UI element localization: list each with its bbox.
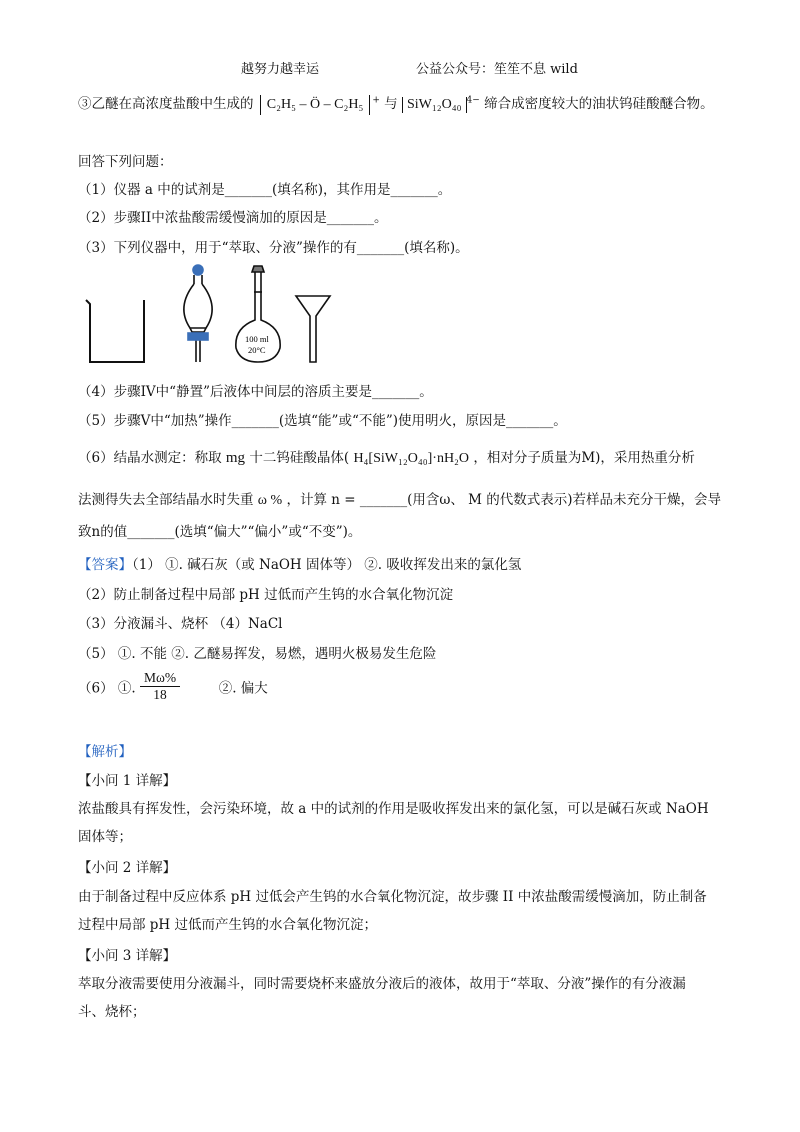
analysis-sub-1: 【小问 1 详解】 bbox=[78, 773, 177, 789]
separatory-funnel-icon bbox=[184, 265, 212, 362]
q6-mass: mg bbox=[225, 450, 246, 466]
analysis-sub-2: 【小问 2 详解】 bbox=[78, 860, 177, 876]
analysis-tag: 【解析】 bbox=[78, 744, 132, 760]
note-3 bbox=[78, 92, 714, 115]
answer-6-fraction bbox=[140, 670, 180, 703]
answer-6-prefix: （6） ①. bbox=[78, 680, 136, 697]
q6-formula: H₄[SiW₁₂O₄₀]·nH₂O bbox=[353, 451, 470, 466]
questions-intro: 回答下列问题： bbox=[78, 154, 173, 170]
silicotungstate-formula: SiW₁₂O₄₀ bbox=[406, 97, 462, 112]
question-1: （1）仪器 a 中的试剂是_______(填名称)，其作用是_______。 bbox=[78, 182, 452, 198]
ether-ion bbox=[260, 95, 371, 115]
q6-prefix: （6）结晶水测定：称取 bbox=[78, 450, 222, 466]
answer-tag: 【答案】 bbox=[78, 557, 132, 573]
answer-1-text: （1） ①. 碱石灰（或 NaOH 固体等） ②. 吸收挥发出来的氯化氢 bbox=[132, 557, 522, 573]
answer-6-second: ②. 偏大 bbox=[218, 680, 268, 697]
funnel-icon bbox=[296, 296, 330, 362]
q6b-loss: ω % bbox=[257, 493, 283, 508]
question-5: （5）步骤V中“加热”操作_______(选填“能”或“不能”)使用明火，原因是_______。 bbox=[78, 413, 567, 429]
analysis-p1-a: 浓盐酸具有挥发性，会污染环境，故 a 中的试剂的作用是吸收挥发出来的氯化氢，可以是碱石灰或 NaOH bbox=[78, 801, 709, 817]
flask-temp-label: 20°C bbox=[248, 345, 266, 355]
analysis-p3-b: 斗、烧杯； bbox=[78, 1004, 146, 1020]
q6b-suffix: ，计算 n = _______(用含ω、 M 的代数式表示)若样品未充分干燥，会导 bbox=[286, 492, 722, 508]
question-6-line-2 bbox=[78, 488, 721, 509]
fraction-denominator: 18 bbox=[153, 687, 167, 702]
question-6-line-1 bbox=[78, 446, 695, 467]
silicotungstate-charge: 4− bbox=[466, 95, 480, 106]
beaker-icon bbox=[86, 300, 144, 362]
question-4: （4）步骤IV中“静置”后液体中间层的溶质主要是_______。 bbox=[78, 384, 433, 400]
analysis-p1-b: 固体等； bbox=[78, 829, 132, 845]
ether-ion-charge: + bbox=[372, 95, 380, 106]
flask-volume-label: 100 ml bbox=[245, 334, 269, 344]
header-account: 公益公众号：笙笙不息 wild bbox=[416, 62, 578, 77]
answer-5: （5） ①. 不能 ②. 乙醚易挥发，易燃，遇明火极易发生危险 bbox=[78, 646, 437, 662]
note-3-suffix: 缔合成密度较大的油状钨硅酸醚合物。 bbox=[484, 96, 714, 112]
note-3-prefix: ③乙醚在高浓度盐酸中生成的 bbox=[78, 96, 254, 112]
question-3: （3）下列仪器中，用于“萃取、分液”操作的有_______(填名称)。 bbox=[78, 240, 469, 256]
analysis-p3-a: 萃取分液需要使用分液漏斗，同时需要烧杯来盛放分液后的液体，故用于“萃取、分液”操作的有分液漏 bbox=[78, 976, 686, 992]
q6-substance: 十二钨硅酸晶体( bbox=[249, 450, 350, 466]
analysis-p2-a: 由于制备过程中反应体系 pH 过低会产生钨的水合氧化物沉淀，故步骤 II 中浓盐酸需缓慢滴加，防止制备 bbox=[78, 889, 707, 905]
header-slogan: 越努力越幸运 bbox=[241, 62, 320, 77]
analysis-p2-b: 过程中局部 pH 过低而产生钨的水合氧化物沉淀； bbox=[78, 917, 377, 933]
analysis-sub-3: 【小问 3 详解】 bbox=[78, 948, 177, 964]
answer-1 bbox=[78, 553, 521, 573]
q6b-prefix: 法测得失去全部结晶水时失重 bbox=[78, 492, 254, 508]
question-2: （2）步骤II中浓盐酸需缓慢滴加的原因是_______。 bbox=[78, 210, 388, 226]
apparatus-figure bbox=[78, 262, 378, 372]
fraction-numerator: Mω% bbox=[140, 670, 180, 687]
ether-ion-formula: C₂H₅ – Ö – C₂H₅ bbox=[266, 97, 364, 112]
answer-3-4: （3）分液漏斗、烧杯 （4）NaCl bbox=[78, 616, 283, 632]
note-3-and: 与 bbox=[384, 96, 398, 112]
q6-suffix: ，相对分子质量为M)，采用热重分析 bbox=[473, 450, 695, 466]
answer-2: （2）防止制备过程中局部 pH 过低而产生钨的水合氧化物沉淀 bbox=[78, 587, 454, 603]
question-6-line-3: 致n的值_______(选填“偏大”“偏小”或“不变”)。 bbox=[78, 524, 362, 540]
answer-6 bbox=[78, 670, 268, 703]
silicotungstate-ion bbox=[402, 97, 467, 113]
